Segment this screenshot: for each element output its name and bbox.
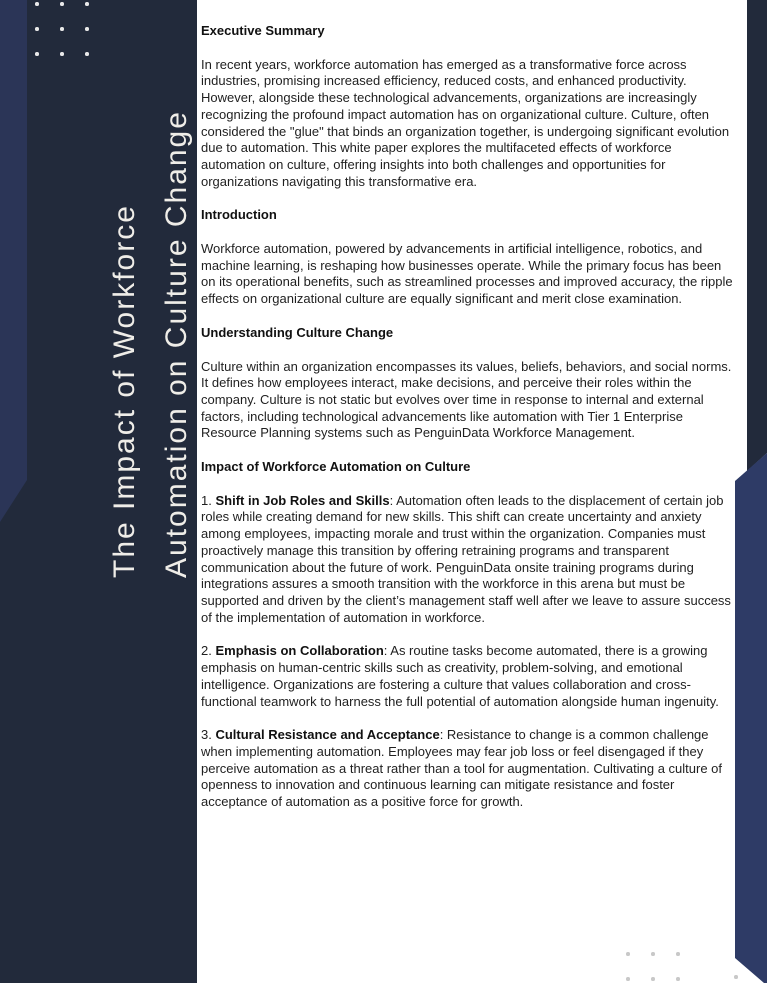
right-top-band: [747, 0, 767, 471]
numbered-item-1: [201, 493, 739, 627]
dot-icon: [60, 52, 64, 56]
item-number: 1.: [201, 492, 216, 508]
right-accent-band: [735, 453, 767, 983]
dot-grid-bottom-right: [626, 952, 701, 1002]
dot-icon: [676, 977, 680, 981]
dot-icon: [734, 975, 738, 979]
title-line-1: The Impact of Workforce: [108, 204, 141, 578]
dot-icon: [35, 52, 39, 56]
section-impact-on-culture: [201, 459, 739, 811]
item-title: Shift in Job Roles and Skills: [215, 492, 390, 508]
paragraph: In recent years, workforce automation has emerged as a transformative force across industries, promising increased efficiency, reduced costs, and enhanced productivity. However, alongside these technological advancements, organizations are increasingly recognizing the profound impact automation has on organizational culture. Culture, often considered the "glue" that binds an organization together, is undergoing significant evolution due to automation. This white paper explores the multifaceted effects of workforce automation on culture, offering insights into both challenges and opportunities for organizations navigating this transformative era.: [201, 56, 730, 189]
sidebar: [0, 0, 197, 983]
dot-icon: [676, 952, 680, 956]
item-body: : Automation often leads to the displacement of certain job roles while creating demand for new skills. This shift can create uncertainty and anxiety among employees, impacting morale and trust within the organization. Companies must proactively manage this transition by offering retraining programs and transparent communication about the future of work. PenguinData onsite training programs during integrations assures a smooth transition with the workforce in this arena but must be supported and driven by the client’s management staff well after we leave to assure success of the implementation of automation in workforce.: [201, 492, 731, 625]
dot-grid-top-left: [35, 2, 110, 77]
item-number: 3.: [201, 727, 216, 743]
section-heading: Introduction: [201, 207, 277, 223]
dot-icon: [35, 2, 39, 6]
section-heading: Understanding Culture Change: [201, 324, 394, 340]
dot-icon: [60, 2, 64, 6]
item-number: 2.: [201, 643, 216, 659]
left-accent-stripe: [0, 0, 27, 522]
title-line-2: Automation on Culture Change: [160, 110, 193, 578]
item-title: Emphasis on Collaboration: [215, 643, 384, 659]
dot-icon: [626, 977, 630, 981]
item-body: : Resistance to change is a common challenge when implementing automation. Employees may fear job loss or feel disengaged if they perceive automation as a threat rather than a tool for augmentation. Cultivating a culture of openness to innovation and continuous learning can mitigate resistance and foster acceptance of automation as a positive force for growth.: [201, 727, 723, 810]
dot-icon: [85, 52, 89, 56]
paragraph: Culture within an organization encompasses its values, beliefs, behaviors, and social norms. It defines how employees interact, make decisions, and perceive their roles within the company. Culture is not static but evolves over time in response to internal and external factors, including technological advancements like automation with Tier 1 Enterprise Resource Planning systems such as PenguinData Workforce Management.: [201, 358, 732, 441]
paragraph: Workforce automation, powered by advancements in artificial intelligence, robotics, and machine learning, is reshaping how businesses operate. While the primary focus has been on its operational benefits, such as streamlined processes and improved accuracy, the ripple effects on organizational culture are equally significant and merit close examination.: [201, 241, 733, 307]
section-heading: Impact of Workforce Automation on Culture: [201, 459, 471, 475]
section-introduction: [201, 207, 739, 308]
document-title: [99, 110, 203, 578]
dot-icon: [85, 2, 89, 6]
numbered-item-2: [201, 643, 739, 710]
section-understanding-culture-change: [201, 325, 739, 442]
dot-icon: [85, 27, 89, 31]
document-body: [201, 0, 739, 828]
section-heading: Executive Summary: [201, 23, 325, 38]
section-executive-summary: [201, 23, 739, 190]
dot-icon: [60, 27, 64, 31]
dot-icon: [626, 952, 630, 956]
dot-icon: [35, 27, 39, 31]
dot-icon: [651, 952, 655, 956]
item-title: Cultural Resistance and Acceptance: [215, 727, 440, 743]
dot-icon: [651, 977, 655, 981]
item-body: : As routine tasks become automated, there is a growing emphasis on human-centric skills such as creativity, problem-solving, and emotional intelligence. Organizations are fostering a culture that values collaboration and cross-functional teamwork to harness the full potential of automation alongside human ingenuity.: [201, 643, 719, 709]
numbered-item-3: [201, 727, 739, 811]
